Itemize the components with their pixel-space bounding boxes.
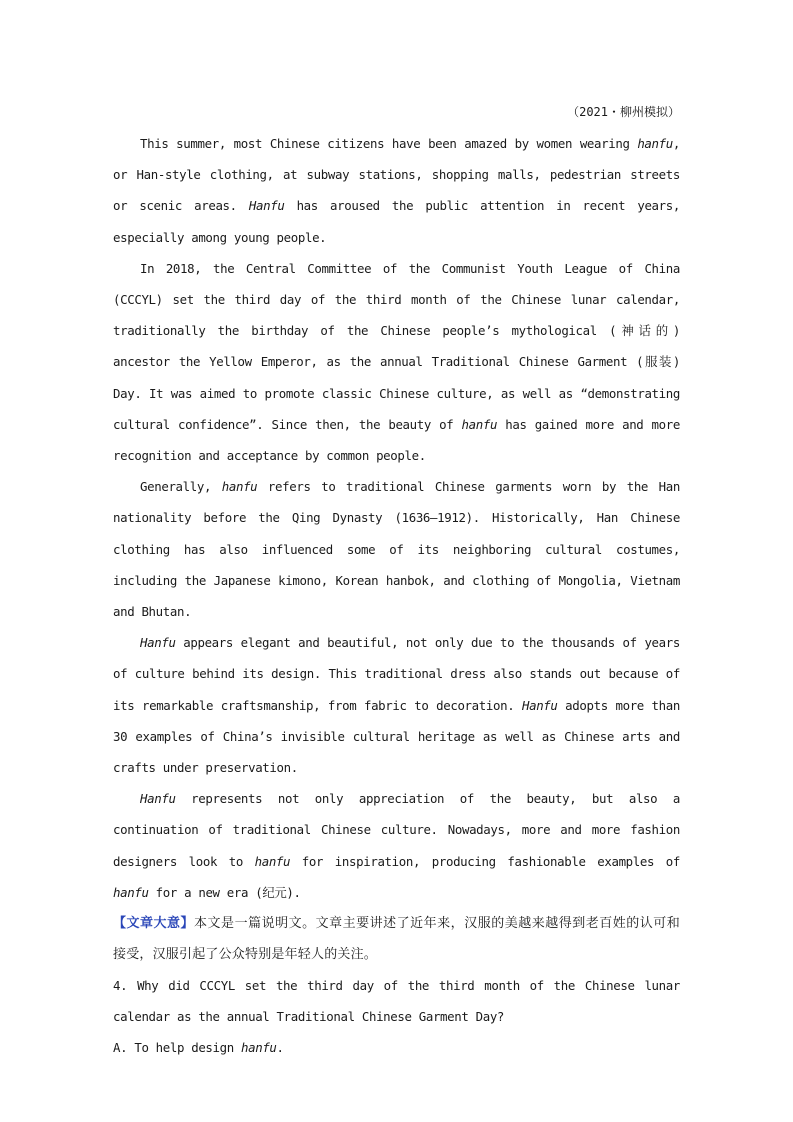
question-4 [113,970,680,1032]
paragraph-3: Generally, hanfu refers to traditional Chinese garments worn by the Han nationality before the Qing Dynasty (1636—1912). Historically, Han Chinese clothing has also influenced some of its neighboring cultural costumes, including the Japanese kimono, Korean hanbok, and clothing of Mongolia, Vietnam and Bhutan. [113,479,680,620]
paragraph-1: This summer, most Chinese citizens have been amazed by women wearing hanfu, or Han-style clothing, at subway stations, shopping malls, pedestrian streets or scenic areas. Hanfu has aroused the public attention in recent years, especially among young people. [113,136,680,245]
question-stem: Why did CCCYL set the third day of the third month of the Chinese lunar calendar as the annual Traditional Chinese Garment Day? [113,978,680,1025]
option-a: A. To help design hanfu. [113,1040,284,1056]
article-summary [113,908,680,970]
paragraph-4: Hanfu appears elegant and beautiful, not only due to the thousands of years of culture behind its design. This traditional dress also stands out because of its remarkable craftsmanship, from fabric to decoration. Hanfu adopts more than 30 examples of China’s invisible cultural heritage as well as Chinese arts and crafts under preservation. [113,635,680,776]
summary-text: 本文是一篇说明文。文章主要讲述了近年来，汉服的美越来越得到老百姓的认可和接受，汉服引起了公众特别是年轻人的关注。 [113,916,680,963]
paragraph-2: In 2018, the Central Committee of the Communist Youth League of China (CCCYL) set the third day of the third month of the Chinese lunar calendar, traditionally the birthday of the Chinese people’s mythological (神话的) ancestor the Yellow Emperor, as the annual Traditional Chinese Garment (服装) Day. It was aimed to promote classic Chinese culture, as well as “demonstrating cultural confidence”. Since then, the beauty of hanfu has gained more and more recognition and acceptance by common people. [113,260,680,464]
summary-tag: 【文章大意】 [113,916,195,932]
paragraph-5: Hanfu represents not only appreciation of the beauty, but also a continuation of traditional Chinese culture. Nowadays, more and more fashion designers look to hanfu for inspiration, producing fashionable examples of hanfu for a new era (纪元). [113,791,680,900]
source-note: （2021・柳州模拟） [567,105,680,119]
question-number: 4. [113,978,128,994]
document-page [113,98,680,1064]
